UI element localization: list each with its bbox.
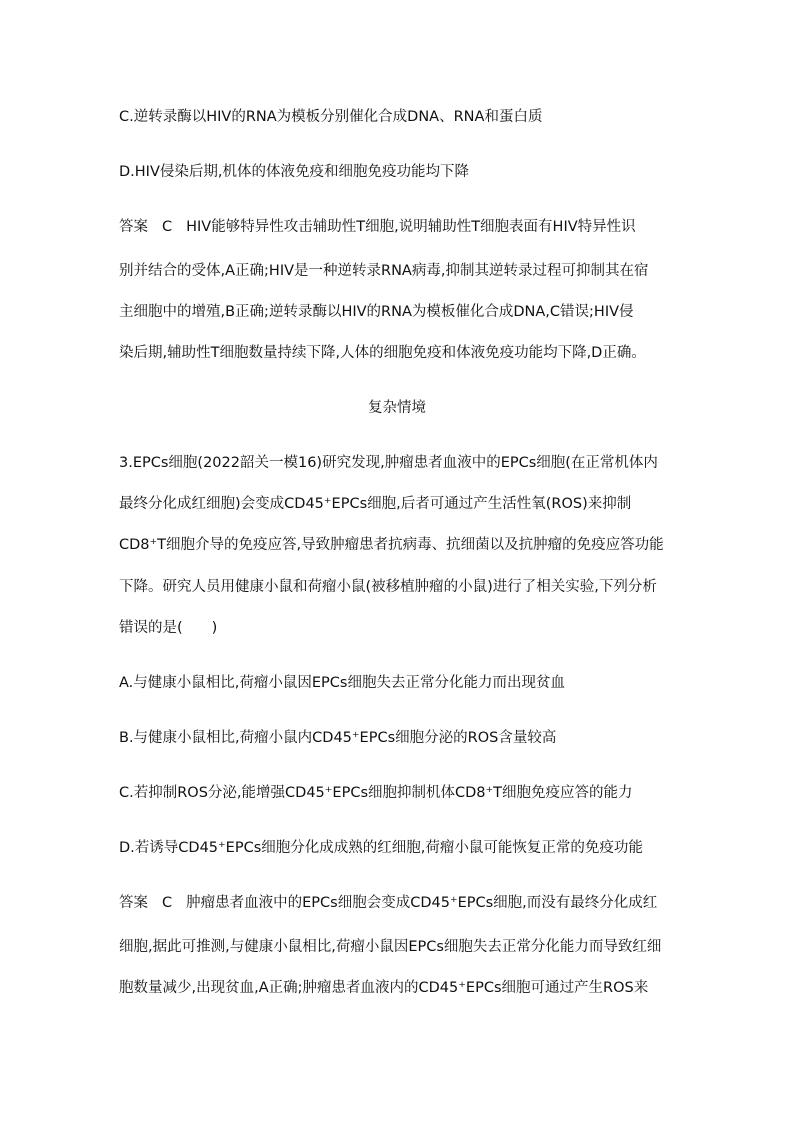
q2-option-c: C.逆转录酶以HIV的RNA为模板分别催化合成DNA、RNA和蛋白质 [119,109,543,125]
q2-answer-line-1 [119,217,679,237]
q3-option-d: D.若诱导CD45⁺EPCs细胞分化成成熟的红细胞,荷瘤小鼠可能恢复正常的免疫功能 [119,840,643,856]
q3-option-c: C.若抑制ROS分泌,能增强CD45⁺EPCs细胞抑制机体CD8⁺T细胞免疫应答的能力 [119,785,633,801]
answer-explanation-text: 肿瘤患者血液中的EPCs细胞会变成CD45⁺EPCs细胞,而没有最终分化成红 [186,895,658,911]
q3-explanation-line: 胞数量减少,出现贫血,A正确;肿瘤患者血液内的CD45⁺EPCs细胞可通过产生ROS来 [119,980,649,996]
q3-option-b: B.与健康小鼠相比,荷瘤小鼠内CD45⁺EPCs细胞分泌的ROS含量较高 [119,730,557,746]
answer-letter: C [162,219,173,235]
answer-label: 答案 [119,895,148,911]
q3-stem-line: 下降。研究人员用健康小鼠和荷瘤小鼠(被移植肿瘤的小鼠)进行了相关实验,下列分析 [119,579,657,595]
q3-stem-line: 3.EPCs细胞(2022韶关一模16)研究发现,肿瘤患者血液中的EPCs细胞(在正常机体内 [119,455,658,471]
q3-stem-line: CD8⁺T细胞介导的免疫应答,导致肿瘤患者抗病毒、抗细菌以及抗肿瘤的免疫应答功能 [119,537,664,553]
q3-option-a: A.与健康小鼠相比,荷瘤小鼠因EPCs细胞失去正常分化能力而出现贫血 [119,675,565,691]
q3-answer-line-1 [119,893,679,913]
answer-letter: C [162,895,173,911]
q3-explanation-line: 细胞,据此可推测,与健康小鼠相比,荷瘤小鼠因EPCs细胞失去正常分化能力而导致红细 [119,939,662,955]
q2-option-d: D.HIV侵染后期,机体的体液免疫和细胞免疫功能均下降 [119,164,469,180]
q3-stem-line: 最终分化成红细胞)会变成CD45⁺EPCs细胞,后者可通过产生活性氧(ROS)来抑制 [119,496,632,512]
q2-explanation-line: 主细胞中的增殖,B正确;逆转录酶以HIV的RNA为模板催化合成DNA,C错误;HIV侵 [119,304,634,320]
q2-explanation-line: 染后期,辅助性T细胞数量持续下降,人体的细胞免疫和体液免疫功能均下降,D正确。 [119,345,646,361]
answer-explanation-text: HIV能够特异性攻击辅助性T细胞,说明辅助性T细胞表面有HIV特异性识 [186,219,636,235]
section-heading: 复杂情境 [368,400,426,416]
q2-explanation-line: 别并结合的受体,A正确;HIV是一种逆转录RNA病毒,抑制其逆转录过程可抑制其在宿 [119,263,649,279]
answer-label: 答案 [119,219,148,235]
q3-stem-line: 错误的是( ) [119,620,218,636]
